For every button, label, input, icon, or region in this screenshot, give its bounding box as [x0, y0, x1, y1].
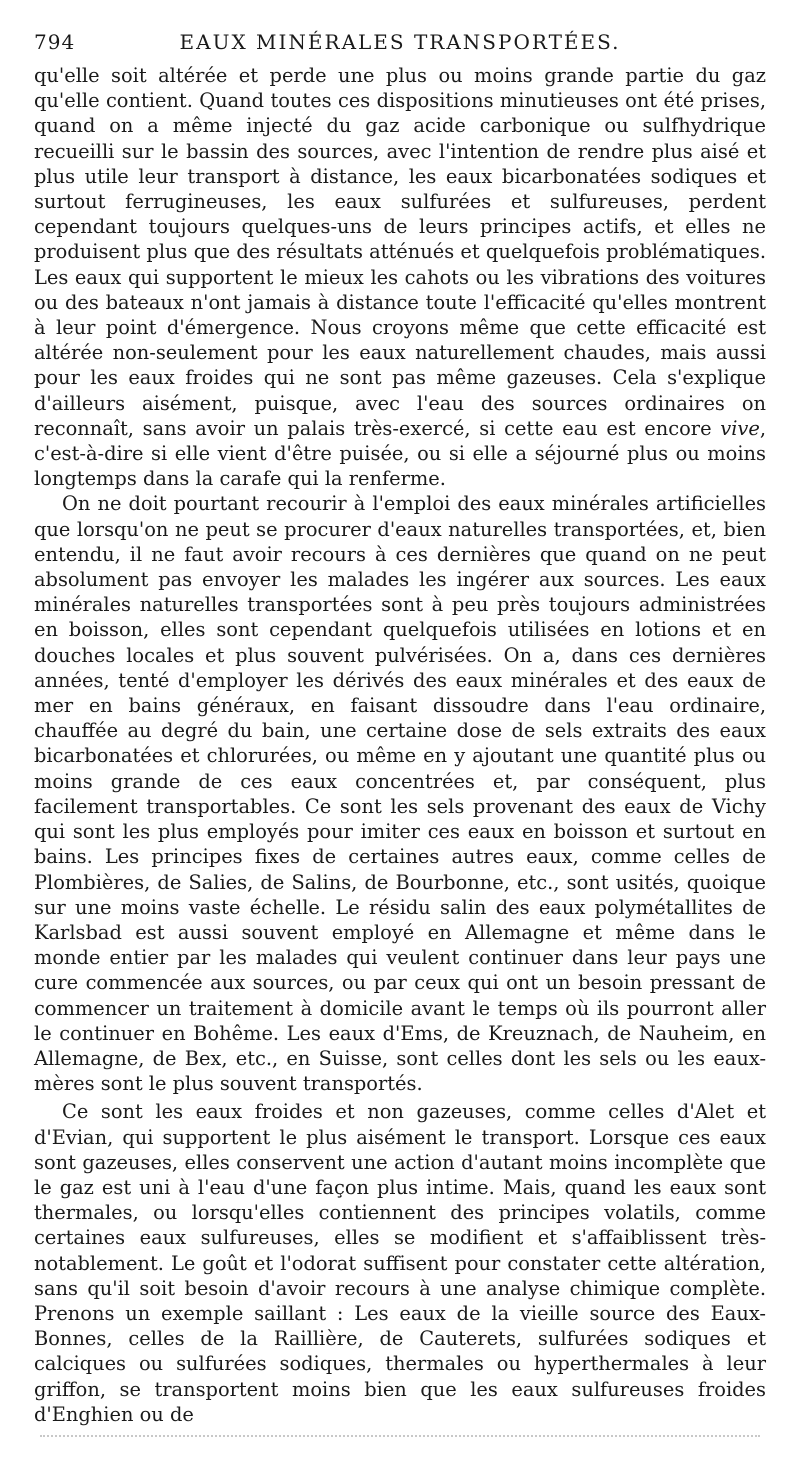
page-header — [34, 30, 766, 56]
body-text — [34, 63, 766, 1427]
paragraph-text: qu'elle soit altérée et perde une plus ou moins grande partie du gaz qu'elle contient. Quand toutes ces dispositions minutieuses ont été prises, quand on a même injecté du gaz acide carbonique ou sulfhydrique recueilli sur le bassin des sources, avec l'intention de rendre plus aisé et plus utile leur transport à distance, les eaux bicarbonatées sodiques et surtout ferrugineuses, les eaux sulfurées et sulfureuses, perdent cependant toujours quelques-uns de leurs principes actifs, et elles ne produisent plus que des résultats atténués et quelquefois problématiques. Les eaux qui supportent le mieux les cahots ou les vibrations des voitures ou des bateaux n'ont jamais à distance toute l'efficacité qu'elles montrent à leur point d'émergence. Nous croyons même que cette efficacité est altérée non-seulement pour les eaux naturellement chaudes, mais aussi pour les eaux froides qui ne sont pas même gazeuses. Cela s'explique d'ailleurs aisément, puisque, avec l'eau des sources ordinaires on reconnaît, sans avoir un palais très-exercé, si cette eau est encore — [34, 64, 766, 440]
page-number: 794 — [34, 30, 76, 54]
footer-rule — [40, 1435, 760, 1437]
paragraph-text: , c'est-à-dire si elle vient d'être puisée, ou si elle a séjourné plus ou moins longtemps dans la carafe qui la renferme. — [34, 416, 766, 491]
paragraph-artificial-waters: On ne doit pourtant recourir à l'emploi des eaux minérales artificielles que lorsqu'on ne peut se procurer d'eaux naturelles transportées, et, bien entendu, il ne faut avoir recours à ces dernières que quand on ne peut absolument pas envoyer les malades les ingérer aux sources. Les eaux minérales naturelles transportées sont à peu près toujours administrées en boisson, elles sont cependant quelquefois utilisées en lotions et en douches locales et plus souvent pulvérisées. On a, dans ces dernières années, tenté d'employer les dérivés des eaux minérales et des eaux de mer en bains généraux, en faisant dissoudre dans l'eau ordinaire, chauffée au degré du bain, une certaine dose de sels extraits des eaux bicarbonatées et chlorurées, ou même en y ajoutant une quantité plus ou moins grande de ces eaux concentrées et, par conséquent, plus facilement transportables. Ce sont les sels provenant des eaux de Vichy qui sont les plus employés pour imiter ces eaux en boisson et surtout en bains. Les principes fixes de certaines autres eaux, comme celles de Plombières, de Salies, de Salins, de Bourbonne, etc., sont usités, quoique sur une moins vaste échelle. Le résidu salin des eaux polymétallites de Karlsbad est aussi souvent employé en Allemagne et même dans le monde entier par les malades qui veulent continuer dans leur pays une cure commencée aux sources, ou par ceux qui ont un besoin pressant de commencer un traitement à domicile avant le temps où ils pourront aller le continuer en Bohême. Les eaux d'Ems, de Kreuznach, de Nauheim, en Allemagne, de Bex, etc., en Suisse, sont celles dont les sels ou les eaux-mères sont le plus souvent transportés. — [34, 492, 766, 1096]
italic-word: vive — [720, 416, 760, 440]
paragraph-continued — [34, 63, 766, 491]
paragraph-cold-waters: Ce sont les eaux froides et non gazeuses, comme celles d'Alet et d'Evian, qui supportent le plus aisément le transport. Lorsque ces eaux sont gazeuses, elles conservent une action d'autant moins incomplète que le gaz est uni à l'eau d'une façon plus intime. Mais, quand les eaux sont thermales, ou lorsqu'elles contiennent des principes volatils, comme certaines eaux sulfureuses, elles se modifient et s'affaiblissent très-notablement. Le goût et l'odorat suffisent pour constater cette altération, sans qu'il soit besoin d'avoir recours à une analyse chimique complète. Prenons un exemple saillant : Les eaux de la vieille source des Eaux-Bonnes, celles de la Raillière, de Cauterets, sulfurées sodiques et calciques ou sulfurées sodiques, thermales ou hyperthermales à leur griffon, se transportent moins bien que les eaux sulfureuses froides d'Enghien ou de — [34, 1100, 766, 1426]
running-title: EAUX MINÉRALES TRANSPORTÉES. — [179, 30, 621, 54]
